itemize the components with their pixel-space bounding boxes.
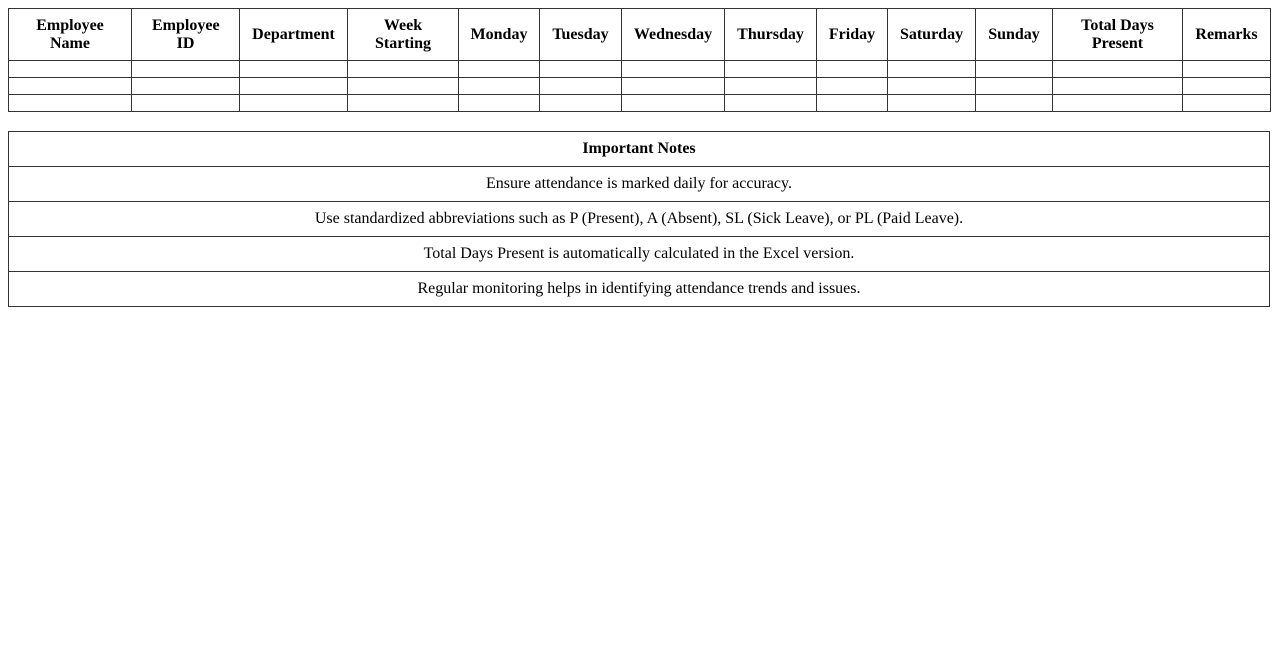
table-cell[interactable] — [132, 61, 240, 78]
header-saturday: Saturday — [888, 9, 976, 61]
table-cell[interactable] — [240, 78, 348, 95]
page-content — [8, 8, 1270, 307]
table-cell[interactable] — [888, 61, 976, 78]
note-item: Use standardized abbreviations such as P (Present), A (Absent), SL (Sick Leave), or PL (Paid Leave). — [9, 202, 1270, 237]
table-cell[interactable] — [1183, 61, 1271, 78]
table-cell[interactable] — [459, 95, 540, 112]
table-cell[interactable] — [725, 95, 817, 112]
notes-table — [8, 131, 1270, 307]
notes-row — [9, 272, 1270, 307]
header-employee-name: Employee Name — [9, 9, 132, 61]
notes-row — [9, 202, 1270, 237]
header-wednesday: Wednesday — [622, 9, 725, 61]
header-remarks: Remarks — [1183, 9, 1271, 61]
header-sunday: Sunday — [976, 9, 1053, 61]
table-cell[interactable] — [1183, 95, 1271, 112]
header-thursday: Thursday — [725, 9, 817, 61]
table-cell[interactable] — [622, 78, 725, 95]
table-cell[interactable] — [459, 61, 540, 78]
notes-header-row — [9, 132, 1270, 167]
notes-row — [9, 167, 1270, 202]
header-employee-id: Employee ID — [132, 9, 240, 61]
table-cell[interactable] — [888, 95, 976, 112]
header-tuesday: Tuesday — [540, 9, 622, 61]
table-cell[interactable] — [240, 95, 348, 112]
note-item: Regular monitoring helps in identifying attendance trends and issues. — [9, 272, 1270, 307]
table-cell[interactable] — [817, 95, 888, 112]
table-cell[interactable] — [9, 61, 132, 78]
table-cell[interactable] — [725, 61, 817, 78]
table-cell[interactable] — [240, 61, 348, 78]
table-cell[interactable] — [348, 78, 459, 95]
table-cell[interactable] — [132, 95, 240, 112]
table-cell[interactable] — [1183, 78, 1271, 95]
table-cell[interactable] — [1053, 78, 1183, 95]
table-row — [9, 95, 1271, 112]
header-week-starting: Week Starting — [348, 9, 459, 61]
table-cell[interactable] — [817, 61, 888, 78]
notes-title: Important Notes — [9, 132, 1270, 167]
table-cell[interactable] — [622, 61, 725, 78]
table-cell[interactable] — [132, 78, 240, 95]
notes-row — [9, 237, 1270, 272]
attendance-table — [8, 8, 1271, 112]
header-total-days-present: Total Days Present — [1053, 9, 1183, 61]
table-cell[interactable] — [540, 61, 622, 78]
table-cell[interactable] — [348, 95, 459, 112]
table-cell[interactable] — [459, 78, 540, 95]
table-cell[interactable] — [348, 61, 459, 78]
table-cell[interactable] — [888, 78, 976, 95]
attendance-header-row — [9, 9, 1271, 61]
table-cell[interactable] — [9, 95, 132, 112]
table-cell[interactable] — [976, 78, 1053, 95]
table-row — [9, 78, 1271, 95]
table-cell[interactable] — [622, 95, 725, 112]
table-cell[interactable] — [540, 78, 622, 95]
table-cell[interactable] — [540, 95, 622, 112]
note-item: Ensure attendance is marked daily for accuracy. — [9, 167, 1270, 202]
header-monday: Monday — [459, 9, 540, 61]
table-cell[interactable] — [976, 95, 1053, 112]
table-cell[interactable] — [725, 78, 817, 95]
table-cell[interactable] — [976, 61, 1053, 78]
table-cell[interactable] — [1053, 61, 1183, 78]
header-department: Department — [240, 9, 348, 61]
table-cell[interactable] — [9, 78, 132, 95]
header-friday: Friday — [817, 9, 888, 61]
table-row — [9, 61, 1271, 78]
table-cell[interactable] — [1053, 95, 1183, 112]
note-item: Total Days Present is automatically calculated in the Excel version. — [9, 237, 1270, 272]
table-cell[interactable] — [817, 78, 888, 95]
